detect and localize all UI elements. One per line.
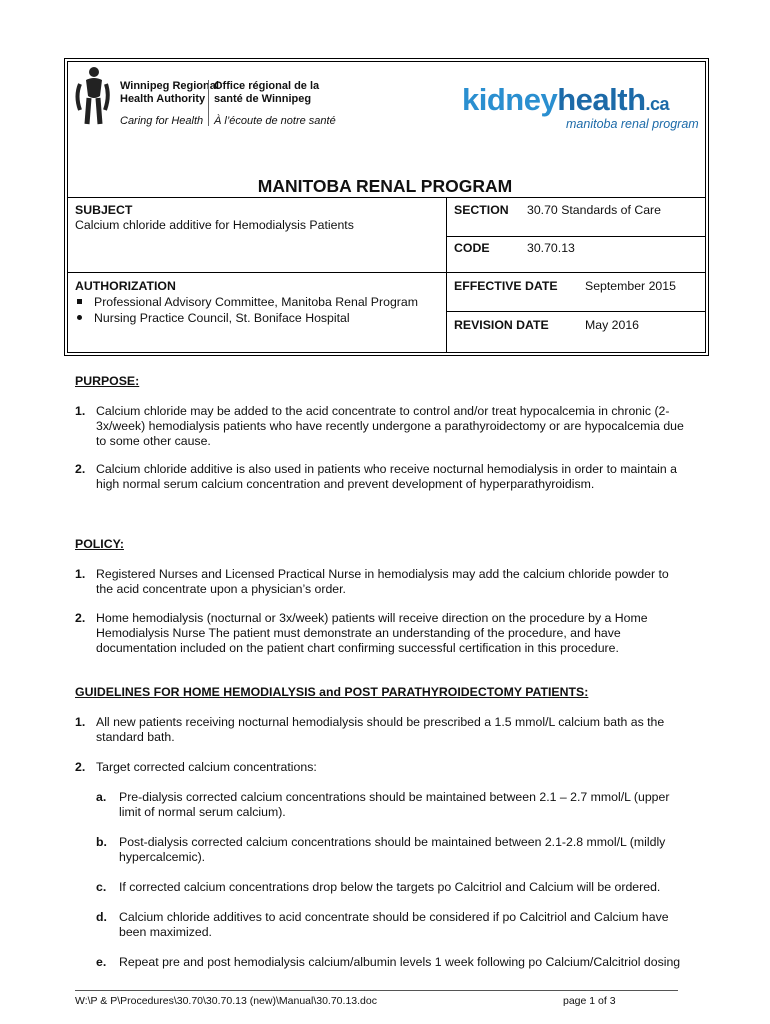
policy-item-1 (96, 567, 669, 597)
guideline-item-1 (96, 715, 664, 745)
footer-path: W:\P & P\Procedures\30.70\30.70.13 (new)\Manual\30.70.13.doc (75, 995, 377, 1007)
subitem-letter: e. (96, 955, 107, 969)
line: Hemodialysis Nurse The patient must demonstrate an understanding of the procedure, and have (96, 626, 621, 640)
page-number: page 1 of 3 (563, 995, 616, 1007)
authorization-item-text: Professional Advisory Committee, Manitoba Renal Program (94, 295, 418, 309)
line: Post-dialysis corrected calcium concentrations should be maintained between 2.1-2.8 mmol/L (mildly (119, 835, 666, 849)
line: Target corrected calcium concentrations: (96, 760, 317, 774)
policy-item-2 (96, 611, 648, 656)
authorization-item-2 (75, 311, 350, 325)
policy-item-number: 2. (75, 611, 86, 625)
guideline-subitem-b (119, 835, 665, 865)
guideline-item-number: 2. (75, 760, 86, 774)
line: hypercalcemic). (119, 850, 206, 864)
wrha-en-line2: Health Authority (120, 93, 206, 105)
line: All new patients receiving nocturnal hemodialysis should be prescribed a 1.5 mmol/L calcium bath as the (96, 715, 665, 729)
ca-suffix: .ca (645, 94, 670, 114)
guideline-item-2 (96, 760, 317, 775)
guideline-subitem-d (119, 910, 669, 940)
purpose-item-number: 2. (75, 462, 86, 476)
policy-heading: POLICY: (75, 537, 124, 551)
line: documentation included on the patient chart confirming successful certification in this procedure. (96, 641, 619, 655)
line: 3x/week) hemodialysis patients who have recently undergone a parathyroidectomy or are hypocalcemia due (96, 419, 684, 433)
subitem-letter: a. (96, 790, 107, 804)
authorization-label: AUTHORIZATION (75, 279, 176, 293)
line: standard bath. (96, 730, 175, 744)
wrha-fr-line2: santé de Winnipeg (214, 93, 312, 105)
line: Home hemodialysis (nocturnal or 3x/week) patients will receive direction on the procedure by a Home (96, 611, 648, 625)
authorization-item-text: Nursing Practice Council, St. Boniface Hospital (94, 311, 350, 325)
wrha-en-tagline: Caring for Health (120, 115, 204, 127)
square-bullet-icon (77, 299, 82, 304)
policy-item-number: 1. (75, 567, 86, 581)
code-label: CODE (454, 241, 490, 255)
kidneyhealth-subtitle: manitoba renal program (566, 117, 699, 131)
authorization-item-1 (75, 295, 418, 309)
line: Calcium chloride may be added to the acid concentrate to control and/or treat hypocalcemia in chronic (2- (96, 404, 670, 418)
wrha-fr-line1: Office régional de la (214, 80, 320, 92)
page-title: MANITOBA RENAL PROGRAM (257, 176, 513, 196)
section-label: SECTION (454, 203, 509, 217)
subject-label: SUBJECT (75, 203, 133, 217)
subitem-letter: b. (96, 835, 107, 849)
guideline-item-number: 1. (75, 715, 86, 729)
line: Pre-dialysis corrected calcium concentrations should be maintained between 2.1 – 2.7 mmol/L (upper (119, 790, 670, 804)
guideline-subitem-e (119, 955, 680, 970)
line: Repeat pre and post hemodialysis calcium/albumin levels 1 week following po Calcium/Calcitriol dosing (119, 955, 681, 969)
section-value: 30.70 Standards of Care (527, 203, 661, 217)
line: limit of normal serum calcium). (119, 805, 286, 819)
code-value: 30.70.13 (527, 241, 575, 255)
guideline-subitem-a (119, 790, 669, 820)
purpose-item-1 (96, 404, 684, 449)
line: If corrected calcium concentrations drop below the targets po Calcitriol and Calcium will be ordered. (119, 880, 661, 894)
revision-date-label: REVISION DATE (454, 318, 549, 332)
line: been maximized. (119, 925, 212, 939)
line: high normal serum calcium concentration and prevent development of hyperparathyroidism. (96, 477, 595, 491)
wrha-fr-tagline: À l’écoute de notre santé (214, 115, 336, 127)
subitem-letter: d. (96, 910, 107, 924)
purpose-item-number: 1. (75, 404, 86, 418)
footer-rule (75, 990, 678, 991)
round-bullet-icon (77, 315, 82, 320)
kidney-word: kidney (462, 82, 558, 117)
line: Calcium chloride additive is also used in patients who receive nocturnal hemodialysis in order to maintain a (96, 462, 677, 476)
line: to some other cause. (96, 434, 211, 448)
guidelines-heading: GUIDELINES FOR HOME HEMODIALYSIS and POST PARATHYROIDECTOMY PATIENTS: (75, 685, 589, 699)
purpose-item-2 (96, 462, 677, 492)
subject-value: Calcium chloride additive for Hemodialysis Patients (75, 218, 354, 232)
subitem-letter: c. (96, 880, 107, 894)
line: Registered Nurses and Licensed Practical Nurse in hemodialysis may add the calcium chloride powder to (96, 567, 669, 581)
purpose-heading: PURPOSE: (75, 374, 140, 388)
line: the acid concentrate upon a physician’s order. (96, 582, 346, 596)
line: Calcium chloride additives to acid concentrate should be considered if po Calcitriol and Calcium have (119, 910, 669, 924)
guideline-subitem-c (119, 880, 660, 895)
health-word: health (557, 82, 646, 117)
effective-date-value: September 2015 (585, 279, 676, 293)
wrha-en-line1: Winnipeg Regional (120, 80, 219, 92)
effective-date-label: EFFECTIVE DATE (454, 279, 558, 293)
revision-date-value: May 2016 (585, 318, 640, 332)
